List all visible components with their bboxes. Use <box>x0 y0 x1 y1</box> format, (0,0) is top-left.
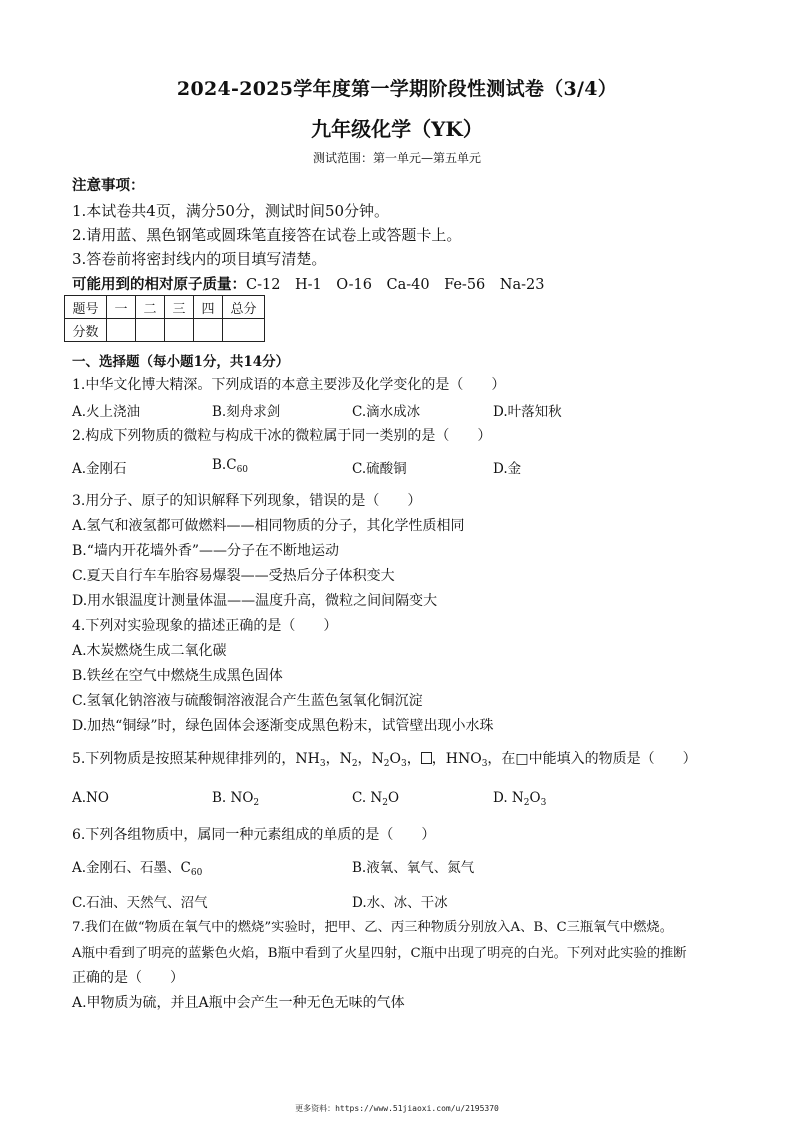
option-c: C.硫酸铜 <box>352 461 407 477</box>
option-a: A.火上浇油 <box>72 404 141 420</box>
option-b: B.“墙内开花墙外香”——分子在不断地运动 <box>72 543 340 559</box>
score-table-header-row <box>65 296 265 319</box>
note-item: 2.请用蓝、黑色钢笔或圆珠笔直接答在试卷上或答题卡上。 <box>72 226 462 244</box>
score-header-cell: 二 <box>136 296 165 319</box>
option-b: B.刻舟求剑 <box>212 404 281 420</box>
question-stem: 6.下列各组物质中，属同一种元素组成的单质的是（ ） <box>72 827 436 843</box>
option-a: A.金刚石 <box>72 461 127 477</box>
exam-subtitle: 九年级化学（YK） <box>311 117 483 141</box>
notes-heading: 注意事项： <box>72 177 145 194</box>
score-cell[interactable] <box>194 319 223 342</box>
option-b: $B.C_{60}$ <box>212 457 249 475</box>
score-header-cell: 一 <box>107 296 136 319</box>
option-c: C.氢氧化钠溶液与硫酸铜溶液混合产生蓝色氢氧化铜沉淀 <box>72 693 423 709</box>
score-cell[interactable] <box>107 319 136 342</box>
option-d: D.水、冰、干冰 <box>352 895 448 911</box>
atomic-mass-label: 可能用到的相对原子质量： <box>72 276 246 293</box>
score-table-score-row <box>65 319 265 342</box>
option-b: B.铁丝在空气中燃烧生成黑色固体 <box>72 668 283 684</box>
score-cell[interactable] <box>165 319 194 342</box>
option-d: D.金 <box>493 461 522 477</box>
option-b: B.液氧、氧气、氮气 <box>352 860 475 876</box>
option-a: A.甲物质为硫，并且A瓶中会产生一种无色无味的气体 <box>72 995 405 1011</box>
question-stem: 2.构成下列物质的微粒与构成干冰的微粒属于同一类别的是（ ） <box>72 428 492 444</box>
section-title: 一、选择题（每小题1分，共14分） <box>72 354 290 370</box>
score-header-cell: 题号 <box>65 296 107 319</box>
option-a: A.NO <box>72 790 109 806</box>
blank-box <box>421 752 432 764</box>
option-d: D.用水银温度计测量体温——温度升高，微粒之间间隔变大 <box>72 593 438 609</box>
score-header-cell: 四 <box>194 296 223 319</box>
option-d: D.叶落知秋 <box>493 404 562 420</box>
option-c: C.滴水成冰 <box>352 404 421 420</box>
note-item: 1.本试卷共4页，满分50分，测试时间50分钟。 <box>72 202 390 220</box>
question-stem: 1.中华文化博大精深。下列成语的本意主要涉及化学变化的是（ ） <box>72 377 506 393</box>
footer-link[interactable]: 更多资料：https://www.51jiaoxi.com/u/2195370 <box>295 1104 499 1113</box>
test-range: 测试范围：第一单元—第五单元 <box>312 151 481 165</box>
question-stem: 4.下列对实验现象的描述正确的是（ ） <box>72 618 338 634</box>
option-a: A.氢气和液氢都可做燃料——相同物质的分子，其化学性质相同 <box>72 518 465 534</box>
option-c: C. $N_2O$ <box>352 790 400 808</box>
option-d: D.加热“铜绿”时，绿色固体会逐渐变成黑色粉末，试管壁出现小水珠 <box>72 718 494 734</box>
score-cell[interactable] <box>136 319 165 342</box>
question-stem: 正确的是（ ） <box>72 970 184 986</box>
option-c: C.石油、天然气、沼气 <box>72 895 208 911</box>
option-a: A.木炭燃烧生成二氧化碳 <box>72 643 227 659</box>
score-row-label: 分数 <box>65 319 107 342</box>
atomic-mass-values: C-12 H-1 O-16 Ca-40 Fe-56 Na-23 <box>246 277 545 293</box>
score-header-cell: 总分 <box>223 296 265 319</box>
question-stem: A瓶中看到了明亮的蓝紫色火焰，B瓶中看到了火星四射，C瓶中出现了明亮的白光。下列对此实验的推断 <box>72 946 687 961</box>
option-a: A.金刚石、石墨、$C_{60}$ <box>72 860 203 878</box>
question-stem: 7.我们在做“物质在氧气中的燃烧”实验时，把甲、乙、丙三种物质分别放入A、B、C三瓶氧气中燃烧。 <box>72 920 674 935</box>
exam-title: 2024-2025学年度第一学期阶段性测试卷（3/4） <box>176 78 618 100</box>
atomic-mass-line <box>72 273 544 294</box>
score-cell[interactable] <box>223 319 265 342</box>
option-c: C.夏天自行车车胎容易爆裂——受热后分子体积变大 <box>72 568 395 584</box>
question-stem: 5.下列物质是按照某种规律排列的，$NH_3$，$N_2$，$N_2O_3$， ，$HNO_3$，在□中能填入的物质是（ ） <box>72 751 697 769</box>
option-b: B. $NO_2$ <box>212 790 260 808</box>
score-header-cell: 三 <box>165 296 194 319</box>
question-stem: 3.用分子、原子的知识解释下列现象，错误的是（ ） <box>72 493 422 509</box>
score-table <box>64 295 265 342</box>
option-d: D. $N_2O_3$ <box>493 790 547 808</box>
note-item: 3.答卷前将密封线内的项目填写清楚。 <box>72 250 327 268</box>
